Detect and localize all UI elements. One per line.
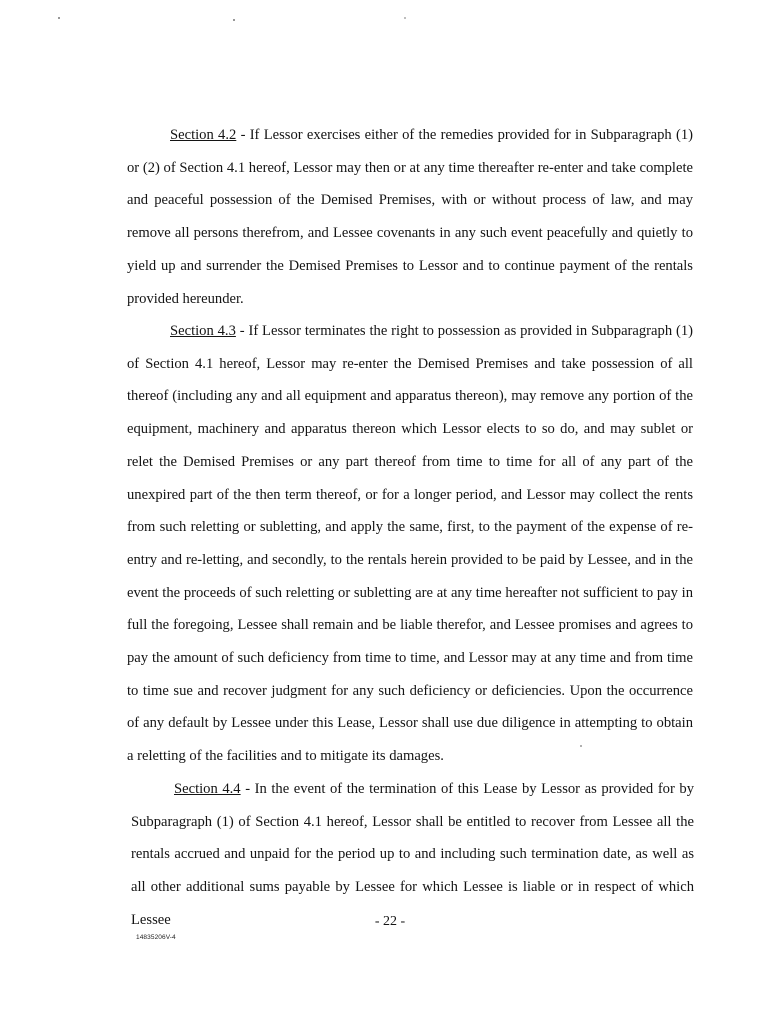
- section-4-4-paragraph: [131, 773, 694, 937]
- scan-speck: [233, 19, 235, 21]
- section-4-4-heading: Section 4.4: [174, 781, 241, 797]
- document-id: 14835206V-4: [136, 934, 176, 941]
- section-4-2-body: - If Lessor exercises either of the remedies provided for in Subparagraph (1) or (2) of Section 4.1 hereof, Lessor may then or at any time thereafter re-enter and take complete and peaceful possession of the Demised Premises, with or without process of law, and may remove all persons therefrom, and Lessee covenants in any such event peacefully and quietly to yield up and surrender the Demised Premises to Lessor and to continue payment of the rentals provided hereunder.: [127, 127, 693, 307]
- section-4-2-paragraph: [127, 119, 693, 315]
- scan-speck: [404, 17, 406, 19]
- page-number: - 22 -: [374, 914, 406, 929]
- section-4-2-heading: Section 4.2: [170, 127, 237, 143]
- section-4-3-paragraph: [127, 315, 693, 773]
- section-4-3-heading: Section 4.3: [170, 323, 236, 339]
- section-4-4-body: - In the event of the termination of this Lease by Lessor as provided for by Subparagraph (1) of Section 4.1 hereof, Lessor shall be entitled to recover from Lessee all the rentals accrued and unpaid for the period up to and including such termination date, as well as all other additional sums payable by Lessee for which Lessee is liable or in respect of which Lessee: [131, 781, 695, 928]
- scan-speck: [58, 17, 60, 19]
- section-4-3-body: - If Lessor terminates the right to possession as provided in Subparagraph (1) of Section 4.1 hereof, Lessor may re-enter the Demised Premises and take possession of all thereof (including any and all equipment and apparatus thereon), may remove any portion of the equipment, machinery and apparatus thereon which Lessor elects to so do, and may sublet or relet the Demised Premises or any part thereof from time to time for all of any part of the unexpired part of the then term thereof, or for a longer period, and Lessor may collect the rents from such reletting or subletting, and apply the same, first, to the payment of the expense of re-entry and re-letting, and secondly, to the rentals herein provided to be paid by Lessee, and in the event the proceeds of such reletting or subletting are at any time hereafter not sufficient to pay in full the foregoing, Lessee shall remain and be liable therefor, and Lessee promises and agrees to pay the amount of such deficiency from time to time, and Lessor may at any time and from time to time sue and recover judgment for any such deficiency or deficiencies. Upon the occurrence of any default by Lessee under this Lease, Lessor shall use due diligence in attempting to obtain a reletting of the facilities and to mitigate its damages.: [127, 323, 693, 765]
